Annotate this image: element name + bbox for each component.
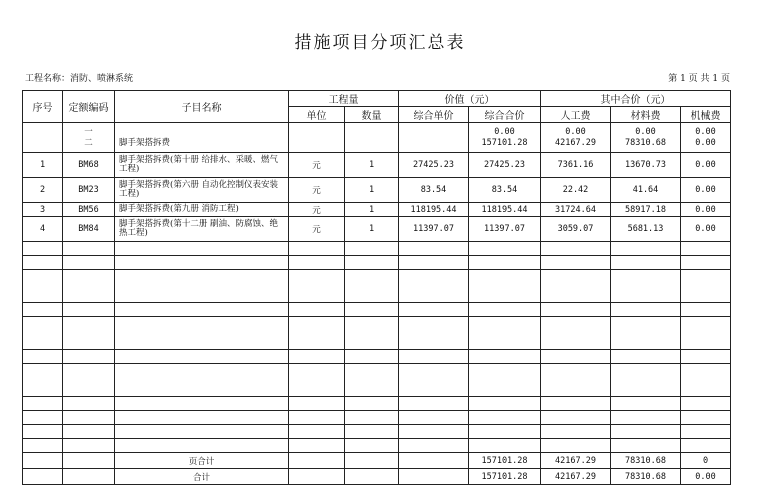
empty-cell bbox=[611, 242, 681, 256]
grand-total-label: 合计 bbox=[115, 469, 289, 485]
cell-code: BM84 bbox=[63, 217, 115, 242]
cell-name: 脚手架搭拆费(第九册 消防工程) bbox=[115, 203, 289, 217]
empty-cell bbox=[345, 317, 399, 350]
empty-row bbox=[23, 350, 731, 364]
empty-cell bbox=[611, 397, 681, 411]
empty-cell bbox=[23, 350, 63, 364]
cell-labor-line: 0.00 bbox=[565, 126, 586, 137]
empty-cell bbox=[469, 303, 541, 317]
empty-cell bbox=[63, 425, 115, 439]
empty-cell bbox=[611, 350, 681, 364]
empty-cell bbox=[23, 411, 63, 425]
header-material: 材料费 bbox=[611, 107, 681, 123]
empty-cell bbox=[611, 411, 681, 425]
cell-code: BM68 bbox=[63, 153, 115, 178]
empty-cell bbox=[345, 256, 399, 270]
cell-material bbox=[611, 123, 681, 153]
empty-cell bbox=[23, 270, 63, 303]
empty-cell bbox=[469, 256, 541, 270]
empty-cell bbox=[115, 242, 289, 256]
empty-cell bbox=[541, 317, 611, 350]
cell-code-line: 二 bbox=[84, 137, 93, 148]
empty-cell bbox=[399, 439, 469, 453]
cell-seq bbox=[23, 453, 63, 469]
empty-cell bbox=[681, 439, 731, 453]
empty-cell bbox=[399, 242, 469, 256]
empty-cell bbox=[23, 439, 63, 453]
grand-total-total: 157101.28 bbox=[469, 469, 541, 485]
empty-cell bbox=[469, 242, 541, 256]
cell-total-line: 0.00 bbox=[494, 126, 515, 137]
empty-cell bbox=[63, 270, 115, 303]
empty-cell bbox=[611, 364, 681, 397]
empty-cell bbox=[469, 411, 541, 425]
empty-cell bbox=[289, 439, 345, 453]
empty-cell bbox=[541, 350, 611, 364]
cell-code: BM56 bbox=[63, 203, 115, 217]
empty-cell bbox=[345, 411, 399, 425]
empty-cell bbox=[541, 364, 611, 397]
empty-cell bbox=[345, 397, 399, 411]
empty-cell bbox=[681, 397, 731, 411]
project-name: 工程名称：消防、喷淋系统 bbox=[25, 74, 134, 84]
cell-machine-line: 0.00 bbox=[695, 137, 716, 148]
cell-unit-price: 27425.23 bbox=[399, 153, 469, 178]
table-row bbox=[23, 178, 731, 203]
cell-seq: 1 bbox=[23, 153, 63, 178]
empty-cell bbox=[681, 425, 731, 439]
cell-total: 83.54 bbox=[469, 178, 541, 203]
empty-cell bbox=[681, 303, 731, 317]
empty-cell bbox=[63, 411, 115, 425]
header-value-group: 价值（元） bbox=[399, 91, 541, 107]
empty-cell bbox=[469, 425, 541, 439]
header-labor: 人工费 bbox=[541, 107, 611, 123]
table-row bbox=[23, 153, 731, 178]
empty-cell bbox=[541, 242, 611, 256]
empty-row bbox=[23, 317, 731, 350]
cell-machine: 0.00 bbox=[681, 178, 731, 203]
cell-machine: 0.00 bbox=[681, 203, 731, 217]
empty-cell bbox=[345, 425, 399, 439]
empty-cell bbox=[115, 411, 289, 425]
empty-cell bbox=[345, 350, 399, 364]
empty-cell bbox=[399, 303, 469, 317]
empty-cell bbox=[611, 425, 681, 439]
summary-table bbox=[22, 90, 731, 485]
cell-code bbox=[63, 453, 115, 469]
empty-cell bbox=[611, 439, 681, 453]
empty-cell bbox=[23, 242, 63, 256]
cell-seq: 4 bbox=[23, 217, 63, 242]
grand-total-material: 78310.68 bbox=[611, 469, 681, 485]
cell-unit bbox=[289, 469, 345, 485]
empty-cell bbox=[469, 350, 541, 364]
empty-cell bbox=[23, 425, 63, 439]
empty-cell bbox=[541, 439, 611, 453]
empty-cell bbox=[63, 397, 115, 411]
empty-cell bbox=[63, 303, 115, 317]
header-seq: 序号 bbox=[23, 91, 63, 123]
empty-cell bbox=[399, 397, 469, 411]
cell-material: 41.64 bbox=[611, 178, 681, 203]
empty-cell bbox=[63, 364, 115, 397]
empty-cell bbox=[345, 303, 399, 317]
page-info: 第 1 页 共 1 页 bbox=[668, 74, 730, 84]
empty-row bbox=[23, 439, 731, 453]
empty-cell bbox=[541, 411, 611, 425]
empty-cell bbox=[681, 270, 731, 303]
empty-cell bbox=[611, 303, 681, 317]
empty-cell bbox=[399, 411, 469, 425]
subtotal-label: 页合计 bbox=[115, 453, 289, 469]
empty-row bbox=[23, 364, 731, 397]
grand-total-machine: 0.00 bbox=[681, 469, 731, 485]
empty-cell bbox=[63, 317, 115, 350]
empty-row bbox=[23, 303, 731, 317]
subtotal-material: 78310.68 bbox=[611, 453, 681, 469]
empty-cell bbox=[541, 270, 611, 303]
empty-cell bbox=[289, 256, 345, 270]
subtotal-total: 157101.28 bbox=[469, 453, 541, 469]
empty-cell bbox=[115, 256, 289, 270]
cell-unit-price bbox=[399, 469, 469, 485]
cell-labor bbox=[541, 123, 611, 153]
empty-cell bbox=[469, 317, 541, 350]
cell-machine: 0.00 bbox=[681, 217, 731, 242]
empty-row bbox=[23, 411, 731, 425]
table-row bbox=[23, 217, 731, 242]
header-total-price: 综合合价 bbox=[469, 107, 541, 123]
cell-seq: 2 bbox=[23, 178, 63, 203]
cell-machine: 0.00 bbox=[681, 153, 731, 178]
cell-labor: 3059.07 bbox=[541, 217, 611, 242]
cell-name-line bbox=[119, 127, 286, 138]
empty-cell bbox=[63, 242, 115, 256]
empty-cell bbox=[681, 364, 731, 397]
cell-unit: 元 bbox=[289, 203, 345, 217]
header-machine: 机械费 bbox=[681, 107, 731, 123]
empty-cell bbox=[23, 397, 63, 411]
empty-cell bbox=[681, 350, 731, 364]
cell-name-line: 脚手架搭拆费 bbox=[119, 137, 171, 148]
cell-total: 27425.23 bbox=[469, 153, 541, 178]
cell-material: 5681.13 bbox=[611, 217, 681, 242]
cell-code bbox=[63, 123, 115, 153]
empty-cell bbox=[345, 270, 399, 303]
cell-name: 脚手架搭拆费(第六册 自动化控制仪表安装工程) bbox=[115, 178, 289, 203]
empty-row bbox=[23, 242, 731, 256]
cell-qty bbox=[345, 123, 399, 153]
empty-cell bbox=[115, 364, 289, 397]
cell-unit-price bbox=[399, 123, 469, 153]
header-qty: 数量 bbox=[345, 107, 399, 123]
empty-cell bbox=[289, 411, 345, 425]
cell-code bbox=[63, 469, 115, 485]
subtotal-labor: 42167.29 bbox=[541, 453, 611, 469]
empty-cell bbox=[611, 256, 681, 270]
empty-cell bbox=[345, 364, 399, 397]
cell-name: 脚手架搭拆费(第十二册 刷油、防腐蚀、绝热工程) bbox=[115, 217, 289, 242]
empty-cell bbox=[115, 303, 289, 317]
cell-unit-price: 11397.07 bbox=[399, 217, 469, 242]
cell-qty: 1 bbox=[345, 203, 399, 217]
cell-machine-line: 0.00 bbox=[695, 126, 716, 137]
empty-row bbox=[23, 425, 731, 439]
empty-row bbox=[23, 397, 731, 411]
header-name: 子目名称 bbox=[115, 91, 289, 123]
empty-cell bbox=[289, 317, 345, 350]
cell-total: 11397.07 bbox=[469, 217, 541, 242]
cell-qty: 1 bbox=[345, 217, 399, 242]
cell-labor-line: 42167.29 bbox=[555, 137, 596, 148]
cell-name bbox=[115, 123, 289, 153]
empty-cell bbox=[115, 425, 289, 439]
cell-material: 13670.73 bbox=[611, 153, 681, 178]
empty-cell bbox=[115, 439, 289, 453]
empty-cell bbox=[23, 364, 63, 397]
empty-cell bbox=[681, 256, 731, 270]
empty-cell bbox=[681, 411, 731, 425]
cell-unit bbox=[289, 453, 345, 469]
cell-unit: 元 bbox=[289, 217, 345, 242]
empty-cell bbox=[289, 364, 345, 397]
empty-cell bbox=[115, 317, 289, 350]
empty-cell bbox=[399, 317, 469, 350]
cell-name: 脚手架搭拆费(第十册 给排水、采暖、燃气工程) bbox=[115, 153, 289, 178]
cell-unit bbox=[289, 123, 345, 153]
empty-cell bbox=[289, 242, 345, 256]
header-unit: 单位 bbox=[289, 107, 345, 123]
empty-cell bbox=[681, 242, 731, 256]
report-title: 措施项目分项汇总表 bbox=[294, 33, 466, 53]
cell-qty bbox=[345, 469, 399, 485]
cell-seq: 3 bbox=[23, 203, 63, 217]
empty-cell bbox=[115, 270, 289, 303]
empty-cell bbox=[289, 350, 345, 364]
cell-total bbox=[469, 123, 541, 153]
cell-total-line: 157101.28 bbox=[481, 137, 528, 148]
header-code: 定额编码 bbox=[63, 91, 115, 123]
empty-cell bbox=[289, 303, 345, 317]
empty-cell bbox=[681, 317, 731, 350]
empty-cell bbox=[399, 256, 469, 270]
subtotal-machine: 0 bbox=[681, 453, 731, 469]
header-quantity-group: 工程量 bbox=[289, 91, 399, 107]
empty-cell bbox=[541, 397, 611, 411]
cell-code-line: 一 bbox=[84, 126, 93, 137]
cell-material-line: 78310.68 bbox=[625, 137, 666, 148]
cell-unit-price bbox=[399, 453, 469, 469]
empty-cell bbox=[63, 439, 115, 453]
empty-cell bbox=[399, 350, 469, 364]
table-row bbox=[23, 123, 731, 153]
cell-labor: 22.42 bbox=[541, 178, 611, 203]
cell-unit-price: 118195.44 bbox=[399, 203, 469, 217]
empty-cell bbox=[23, 256, 63, 270]
subtotal-row bbox=[23, 453, 731, 469]
empty-cell bbox=[399, 270, 469, 303]
empty-row bbox=[23, 256, 731, 270]
cell-seq bbox=[23, 123, 63, 153]
cell-qty: 1 bbox=[345, 153, 399, 178]
cell-total: 118195.44 bbox=[469, 203, 541, 217]
empty-cell bbox=[115, 397, 289, 411]
header-unit-price: 综合单价 bbox=[399, 107, 469, 123]
empty-cell bbox=[289, 397, 345, 411]
empty-cell bbox=[541, 303, 611, 317]
cell-unit: 元 bbox=[289, 153, 345, 178]
cell-code: BM23 bbox=[63, 178, 115, 203]
cell-labor: 31724.64 bbox=[541, 203, 611, 217]
empty-cell bbox=[541, 425, 611, 439]
grand-total-row bbox=[23, 469, 731, 485]
empty-cell bbox=[399, 364, 469, 397]
empty-cell bbox=[469, 270, 541, 303]
cell-unit-price: 83.54 bbox=[399, 178, 469, 203]
empty-cell bbox=[63, 350, 115, 364]
empty-cell bbox=[115, 350, 289, 364]
grand-total-labor: 42167.29 bbox=[541, 469, 611, 485]
empty-cell bbox=[399, 425, 469, 439]
empty-cell bbox=[23, 303, 63, 317]
cell-machine bbox=[681, 123, 731, 153]
empty-row bbox=[23, 270, 731, 303]
empty-cell bbox=[345, 439, 399, 453]
empty-cell bbox=[469, 397, 541, 411]
empty-cell bbox=[63, 256, 115, 270]
cell-qty: 1 bbox=[345, 178, 399, 203]
header-breakdown-group: 其中合价（元） bbox=[541, 91, 731, 107]
empty-cell bbox=[541, 256, 611, 270]
cell-unit: 元 bbox=[289, 178, 345, 203]
cell-material-line: 0.00 bbox=[635, 126, 656, 137]
cell-qty bbox=[345, 453, 399, 469]
cell-labor: 7361.16 bbox=[541, 153, 611, 178]
table-row bbox=[23, 203, 731, 217]
cell-material: 58917.18 bbox=[611, 203, 681, 217]
empty-cell bbox=[289, 425, 345, 439]
empty-cell bbox=[469, 439, 541, 453]
empty-cell bbox=[23, 317, 63, 350]
empty-cell bbox=[611, 317, 681, 350]
empty-cell bbox=[289, 270, 345, 303]
empty-cell bbox=[611, 270, 681, 303]
empty-cell bbox=[469, 364, 541, 397]
empty-cell bbox=[345, 242, 399, 256]
cell-seq bbox=[23, 469, 63, 485]
